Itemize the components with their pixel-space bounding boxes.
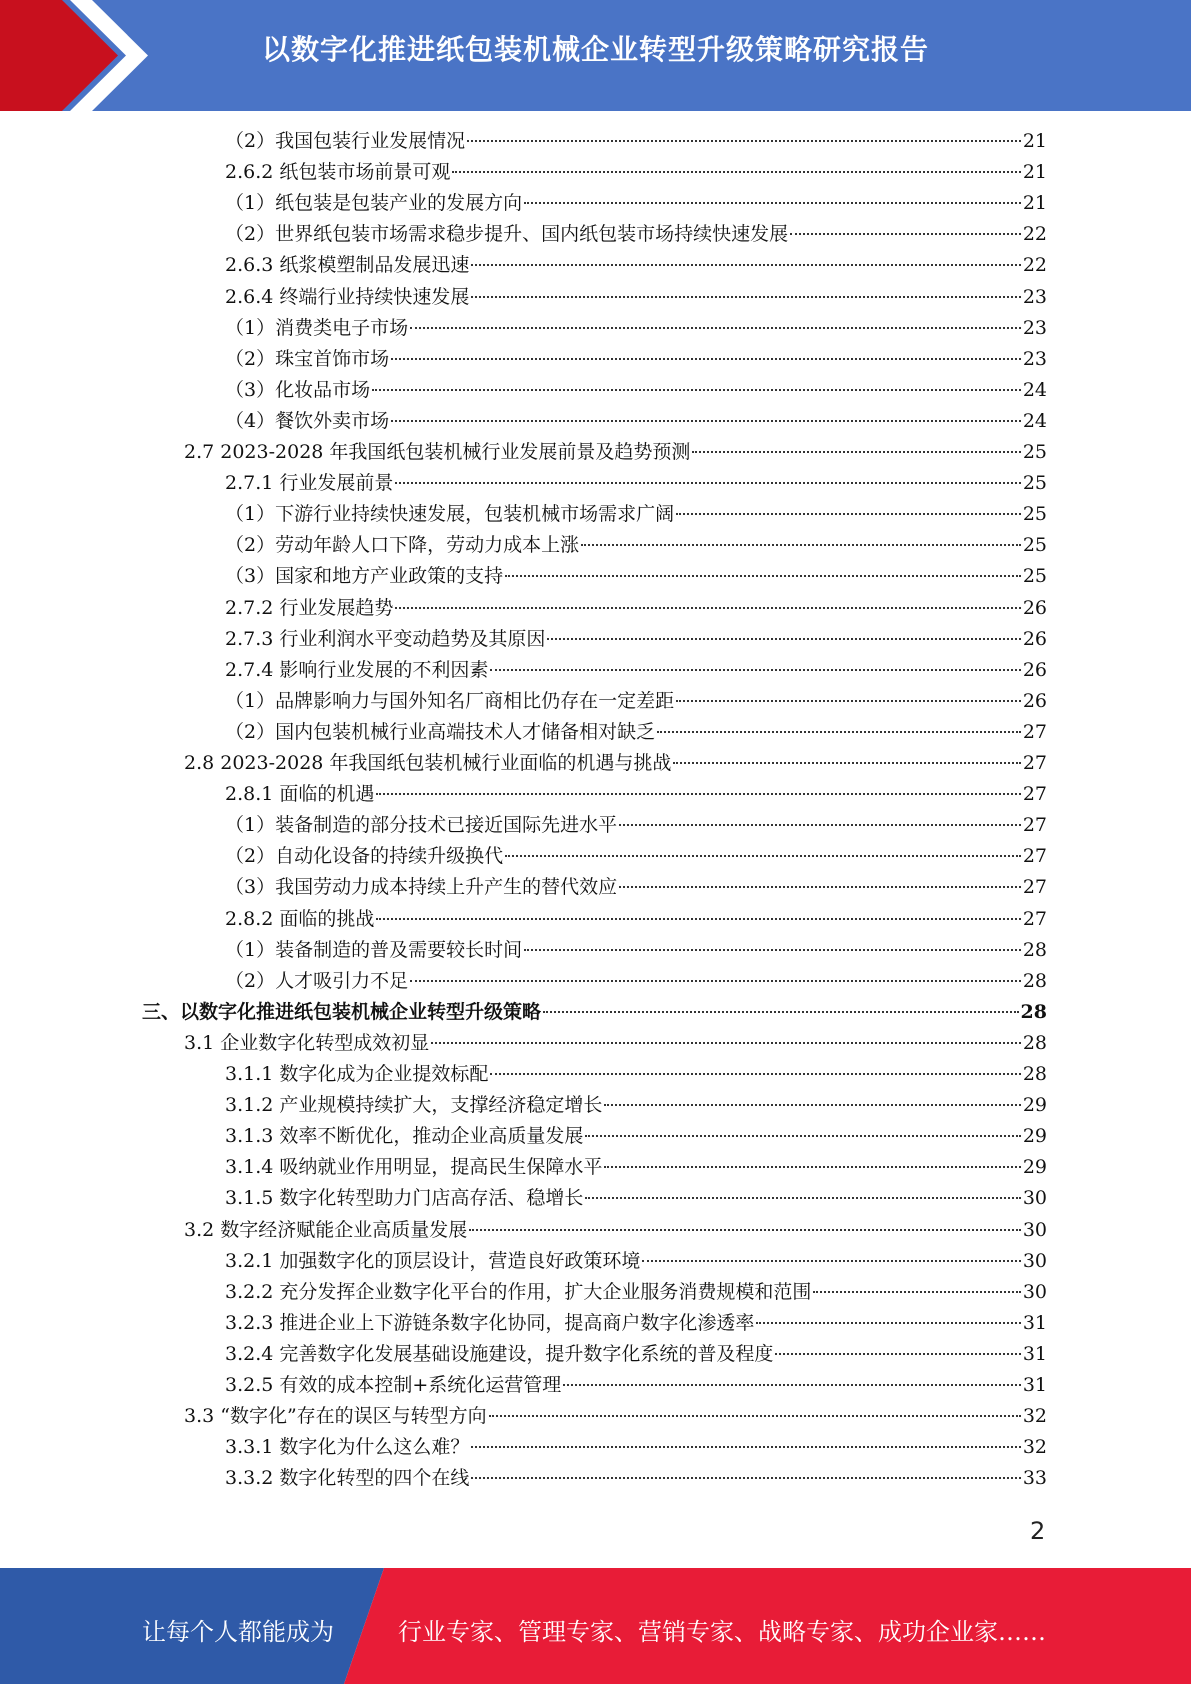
- toc-entry[interactable]: [225, 1309, 1047, 1337]
- toc-entry[interactable]: [225, 1464, 1047, 1492]
- toc-dot-leader: [505, 855, 1021, 857]
- toc-dot-leader: [471, 264, 1020, 266]
- toc-dot-leader: [657, 731, 1021, 733]
- toc-entry[interactable]: [225, 1278, 1047, 1306]
- toc-entry-page: 26: [1022, 659, 1047, 681]
- toc-entry-page: 28: [1020, 1001, 1047, 1023]
- toc-entry-label: 2.6.3 纸浆模塑制品发展迅速: [225, 254, 470, 276]
- toc-dot-leader: [756, 1322, 1020, 1324]
- toc-entry-label: 3.1 企业数字化转型成效初显: [184, 1032, 430, 1054]
- toc-entry-label: （3）我国劳动力成本持续上升产生的替代效应: [225, 876, 618, 898]
- toc-entry-label: 3.2.5 有效的成本控制+系统化运营管理: [225, 1374, 562, 1396]
- toc-entry[interactable]: [225, 531, 1047, 559]
- toc-dot-leader: [676, 700, 1021, 702]
- toc-dot-leader: [619, 824, 1021, 826]
- toc-entry-label: （2）国内包装机械行业高端技术人才储备相对缺乏: [225, 721, 656, 743]
- toc-entry-page: 25: [1022, 472, 1047, 494]
- toc-entry[interactable]: [184, 1402, 1047, 1430]
- page-footer: [0, 1568, 1191, 1684]
- toc-entry-page: 27: [1022, 845, 1047, 867]
- toc-entry-label: 3.3.2 数字化转型的四个在线: [225, 1467, 470, 1489]
- toc-entry-label: 2.6.2 纸包装市场前景可观: [225, 161, 451, 183]
- toc-entry[interactable]: [184, 438, 1047, 466]
- toc-entry-page: 23: [1022, 317, 1047, 339]
- toc-entry-label: 3.1.3 效率不断优化，推动企业高质量发展: [225, 1125, 584, 1147]
- toc-dot-leader: [524, 202, 1021, 204]
- toc-entry-label: （1）品牌影响力与国外知名厂商相比仍存在一定差距: [225, 690, 675, 712]
- toc-dot-leader: [692, 451, 1020, 453]
- toc-dot-leader: [585, 1197, 1020, 1199]
- toc-entry[interactable]: [225, 1153, 1047, 1181]
- toc-entry-page: 25: [1022, 565, 1047, 587]
- toc-entry[interactable]: [225, 251, 1047, 279]
- toc-entry[interactable]: [225, 1060, 1047, 1088]
- toc-entry[interactable]: [225, 656, 1047, 684]
- toc-entry-page: 31: [1022, 1312, 1047, 1334]
- toc-entry-label: 3.1.5 数字化转型助力门店高存活、稳增长: [225, 1187, 584, 1209]
- toc-entry[interactable]: [225, 1091, 1047, 1119]
- toc-entry-page: 29: [1022, 1156, 1047, 1178]
- toc-dot-leader: [490, 669, 1020, 671]
- toc-entry[interactable]: [225, 842, 1047, 870]
- toc-entry-label: （2）我国包装行业发展情况: [225, 130, 466, 152]
- toc-entry-page: 23: [1022, 286, 1047, 308]
- toc-entry-page: 21: [1022, 192, 1047, 214]
- toc-entry-page: 27: [1022, 814, 1047, 836]
- toc-entry[interactable]: [225, 873, 1047, 901]
- toc-dot-leader: [410, 327, 1021, 329]
- toc-entry[interactable]: [225, 189, 1047, 217]
- toc-entry-label: （2）珠宝首饰市场: [225, 348, 390, 370]
- toc-entry-page: 21: [1022, 130, 1047, 152]
- toc-entry-label: （1）装备制造的普及需要较长时间: [225, 939, 523, 961]
- toc-entry-label: 三、以数字化推进纸包装机械企业转型升级策略: [142, 1001, 542, 1023]
- toc-entry-label: （3）化妆品市场: [225, 379, 371, 401]
- toc-entry-label: （1）纸包装是包装产业的发展方向: [225, 192, 523, 214]
- toc-entry-page: 26: [1022, 690, 1047, 712]
- toc-entry-label: 2.7.2 行业发展趋势: [225, 597, 394, 619]
- toc-dot-leader: [471, 1446, 1020, 1448]
- toc-entry-page: 25: [1022, 534, 1047, 556]
- toc-entry-page: 26: [1022, 597, 1047, 619]
- toc-entry-page: 28: [1022, 970, 1047, 992]
- toc-dot-leader: [431, 1042, 1021, 1044]
- toc-entry-page: 28: [1022, 939, 1047, 961]
- toc-dot-leader: [452, 171, 1020, 173]
- toc-dot-leader: [604, 1166, 1020, 1168]
- document-title: 以数字化推进纸包装机械企业转型升级策略研究报告: [262, 33, 930, 66]
- footer-slogan-right: 行业专家、管理专家、营销专家、战略专家、成功企业家……: [398, 1618, 1046, 1646]
- toc-entry-label: 2.7.4 影响行业发展的不利因素: [225, 659, 489, 681]
- toc-dot-leader: [543, 1011, 1019, 1013]
- toc-dot-leader: [376, 793, 1020, 795]
- toc-entry-label: 2.8 2023-2028 年我国纸包装机械行业面临的机遇与挑战: [184, 752, 672, 774]
- toc-dot-leader: [673, 762, 1020, 764]
- toc-entry[interactable]: [225, 127, 1047, 155]
- toc-entry-label: 3.2.1 加强数字化的顶层设计，营造良好政策环境: [225, 1250, 641, 1272]
- toc-entry-page: 25: [1022, 441, 1047, 463]
- toc-entry-label: 2.7.1 行业发展前景: [225, 472, 394, 494]
- toc-entry-page: 27: [1022, 721, 1047, 743]
- toc-dot-leader: [391, 420, 1021, 422]
- toc-entry-label: 3.2.3 推进企业上下游链条数字化协同，提高商户数字化渗透率: [225, 1312, 755, 1334]
- toc-dot-leader: [619, 886, 1021, 888]
- toc-dot-leader: [467, 140, 1021, 142]
- toc-entry-label: 3.2.2 充分发挥企业数字化平台的作用，扩大企业服务消费规模和范围: [225, 1281, 812, 1303]
- toc-entry[interactable]: [225, 1247, 1047, 1275]
- toc-entry-page: 29: [1022, 1125, 1047, 1147]
- toc-entry-label: 3.1.4 吸纳就业作用明显，提高民生保障水平: [225, 1156, 603, 1178]
- toc-entry-page: 29: [1022, 1094, 1047, 1116]
- toc-entry[interactable]: [225, 967, 1047, 995]
- toc-entry-label: 3.1.2 产业规模持续扩大，支撑经济稳定增长: [225, 1094, 603, 1116]
- toc-entry-page: 26: [1022, 628, 1047, 650]
- toc-entry-page: 21: [1022, 161, 1047, 183]
- toc-dot-leader: [490, 1073, 1020, 1075]
- toc-entry-label: （1）装备制造的部分技术已接近国际先进水平: [225, 814, 618, 836]
- toc-entry[interactable]: [184, 749, 1047, 777]
- toc-entry[interactable]: [184, 1029, 1047, 1057]
- toc-entry-label: 3.2.4 完善数字化发展基础设施建设，提升数字化系统的普及程度: [225, 1343, 774, 1365]
- toc-entry[interactable]: [225, 158, 1047, 186]
- toc-entry-page: 27: [1022, 908, 1047, 930]
- toc-dot-leader: [813, 1291, 1020, 1293]
- toc-dot-leader: [395, 607, 1020, 609]
- toc-entry[interactable]: [225, 1433, 1047, 1461]
- toc-entry[interactable]: [225, 220, 1047, 248]
- toc-entry[interactable]: [225, 376, 1047, 404]
- footer-slogan-left: 让每个人都能成为: [142, 1618, 334, 1646]
- toc-dot-leader: [563, 1384, 1021, 1386]
- toc-entry[interactable]: [225, 345, 1047, 373]
- toc-entry-page: 30: [1022, 1219, 1047, 1241]
- toc-entry[interactable]: [225, 469, 1047, 497]
- toc-entry[interactable]: [225, 283, 1047, 311]
- toc-dot-leader: [790, 233, 1021, 235]
- toc-entry-page: 27: [1022, 752, 1047, 774]
- toc-entry-label: （2）自动化设备的持续升级换代: [225, 845, 504, 867]
- toc-entry-label: 2.6.4 终端行业持续快速发展: [225, 286, 470, 308]
- toc-dot-leader: [395, 482, 1020, 484]
- toc-entry-page: 22: [1022, 223, 1047, 245]
- toc-entry-label: 2.7.3 行业利润水平变动趋势及其原因: [225, 628, 546, 650]
- toc-entry-page: 32: [1022, 1436, 1047, 1458]
- toc-dot-leader: [410, 980, 1021, 982]
- toc-entry[interactable]: [225, 687, 1047, 715]
- toc-entry-label: （2）劳动年龄人口下降，劳动力成本上涨: [225, 534, 580, 556]
- toc-entry[interactable]: [225, 407, 1047, 435]
- toc-entry[interactable]: [225, 1340, 1047, 1368]
- toc-entry-page: 28: [1022, 1063, 1047, 1085]
- toc-entry[interactable]: [225, 500, 1047, 528]
- toc-entry-label: （3）国家和地方产业政策的支持: [225, 565, 504, 587]
- toc-entry-page: 30: [1022, 1250, 1047, 1272]
- toc-entry-page: 24: [1022, 410, 1047, 432]
- toc-entry[interactable]: [225, 625, 1047, 653]
- page-number: 2: [1030, 1517, 1046, 1545]
- toc-entry-label: （2）人才吸引力不足: [225, 970, 409, 992]
- toc-entry-page: 28: [1022, 1032, 1047, 1054]
- toc-entry-page: 30: [1022, 1281, 1047, 1303]
- toc-dot-leader: [471, 1477, 1020, 1479]
- page-header: [0, 0, 1191, 111]
- toc-entry-page: 32: [1022, 1405, 1047, 1427]
- toc-dot-leader: [585, 1135, 1020, 1137]
- toc-entry-label: 3.3.1 数字化为什么这么难？: [225, 1436, 470, 1458]
- toc-entry[interactable]: [225, 718, 1047, 746]
- toc-entry[interactable]: [225, 1371, 1047, 1399]
- toc-entry-label: 2.7 2023-2028 年我国纸包装机械行业发展前景及趋势预测: [184, 441, 691, 463]
- toc-entry[interactable]: [225, 936, 1047, 964]
- toc-entry-label: 3.3 “数字化”存在的误区与转型方向: [184, 1405, 487, 1427]
- toc-entry[interactable]: [225, 1122, 1047, 1150]
- toc-entry[interactable]: [225, 905, 1047, 933]
- chevron-icon: [0, 0, 200, 111]
- toc-entry-label: （1）下游行业持续快速发展，包装机械市场需求广阔: [225, 503, 675, 525]
- toc-entry[interactable]: [225, 562, 1047, 590]
- toc-dot-leader: [642, 1260, 1020, 1262]
- toc-dot-leader: [676, 513, 1021, 515]
- toc-entry-page: 31: [1022, 1343, 1047, 1365]
- toc-dot-leader: [505, 575, 1021, 577]
- toc-entry[interactable]: [142, 998, 1047, 1026]
- toc-dot-leader: [775, 1353, 1020, 1355]
- toc-dot-leader: [471, 296, 1020, 298]
- toc-entry-label: 2.8.1 面临的机遇: [225, 783, 375, 805]
- toc-dot-leader: [372, 389, 1021, 391]
- toc-entry-page: 23: [1022, 348, 1047, 370]
- toc-entry-page: 30: [1022, 1187, 1047, 1209]
- toc-entry-page: 27: [1022, 783, 1047, 805]
- toc-entry-label: （2）世界纸包装市场需求稳步提升、国内纸包装市场持续快速发展: [225, 223, 789, 245]
- toc-dot-leader: [391, 358, 1021, 360]
- toc-entry-label: （4）餐饮外卖市场: [225, 410, 390, 432]
- toc-entry-page: 33: [1022, 1467, 1047, 1489]
- toc-entry[interactable]: [184, 1216, 1047, 1244]
- toc-entry-label: 3.2 数字经济赋能企业高质量发展: [184, 1219, 468, 1241]
- toc-entry-page: 24: [1022, 379, 1047, 401]
- toc-entry-page: 31: [1022, 1374, 1047, 1396]
- toc-entry[interactable]: [225, 594, 1047, 622]
- toc-entry[interactable]: [225, 1184, 1047, 1212]
- toc-dot-leader: [524, 949, 1021, 951]
- toc-dot-leader: [547, 638, 1020, 640]
- toc-entry-page: 22: [1022, 254, 1047, 276]
- toc-entry-page: 25: [1022, 503, 1047, 525]
- toc-dot-leader: [489, 1415, 1021, 1417]
- toc-dot-leader: [604, 1104, 1020, 1106]
- toc-entry[interactable]: [225, 811, 1047, 839]
- toc-entry[interactable]: [225, 780, 1047, 808]
- toc-entry-label: （1）消费类电子市场: [225, 317, 409, 339]
- toc-dot-leader: [376, 918, 1020, 920]
- toc-entry-page: 27: [1022, 876, 1047, 898]
- toc-entry-label: 2.8.2 面临的挑战: [225, 908, 375, 930]
- toc-entry[interactable]: [225, 314, 1047, 342]
- toc-dot-leader: [469, 1229, 1021, 1231]
- toc-dot-leader: [581, 544, 1021, 546]
- toc-entry-label: 3.1.1 数字化成为企业提效标配: [225, 1063, 489, 1085]
